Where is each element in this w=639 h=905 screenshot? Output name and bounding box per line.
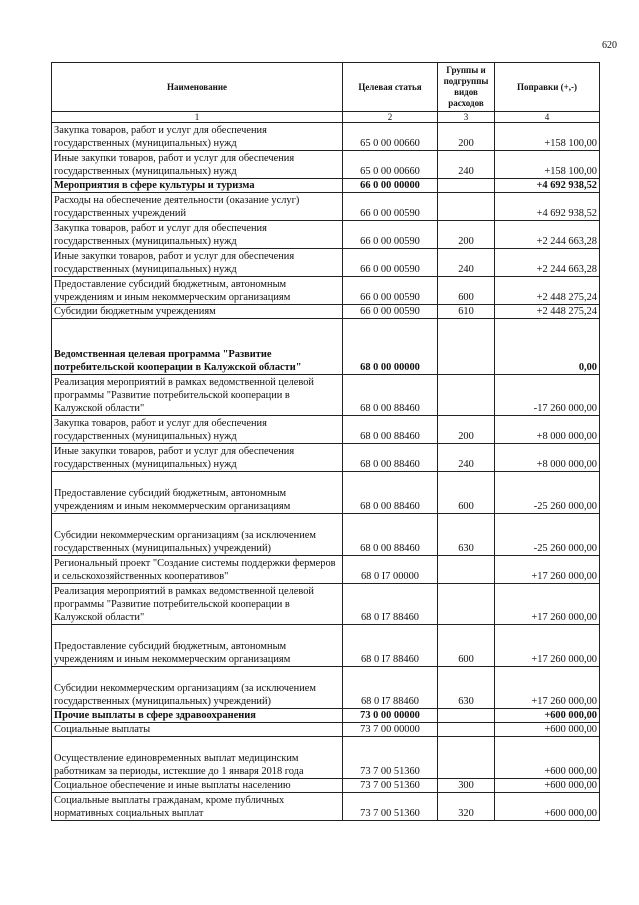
table-row <box>52 444 600 472</box>
row-amendment: +17 260 000,00 <box>495 667 600 709</box>
row-expense-group: 600 <box>438 277 495 305</box>
row-name: Осуществление единовременных выплат медицинским работникам за периоды, истекшие до 1 января 2018 года <box>52 737 343 779</box>
row-name: Социальные выплаты <box>52 723 343 737</box>
row-expense-group <box>438 319 495 375</box>
row-name: Мероприятия в сфере культуры и туризма <box>52 179 343 193</box>
row-amendment: 0,00 <box>495 319 600 375</box>
row-name: Закупка товаров, работ и услуг для обеспечения государственных (муниципальных) нужд <box>52 416 343 444</box>
row-expense-group: 610 <box>438 305 495 319</box>
row-expense-group: 600 <box>438 472 495 514</box>
column-number: 2 <box>343 112 438 123</box>
row-name: Расходы на обеспечение деятельности (оказание услуг) государственных учреждений <box>52 193 343 221</box>
row-name: Иные закупки товаров, работ и услуг для обеспечения государственных (муниципальных) нужд <box>52 249 343 277</box>
table-row <box>52 249 600 277</box>
row-target-article: 68 0 00 00000 <box>343 319 438 375</box>
row-name: Предоставление субсидий бюджетным, автономным учреждениям и иным некоммерческим организациям <box>52 277 343 305</box>
row-expense-group: 630 <box>438 667 495 709</box>
row-name: Субсидии некоммерческим организациям (за исключением государственных (муниципальных) учреждений) <box>52 667 343 709</box>
row-target-article: 68 0 00 88460 <box>343 444 438 472</box>
table-row <box>52 221 600 249</box>
table-row <box>52 193 600 221</box>
header-amendments: Поправки (+,-) <box>495 63 600 112</box>
row-amendment: +600 000,00 <box>495 737 600 779</box>
row-expense-group: 200 <box>438 416 495 444</box>
row-amendment: +17 260 000,00 <box>495 584 600 625</box>
row-name: Субсидии некоммерческим организациям (за исключением государственных (муниципальных) учреждений) <box>52 514 343 556</box>
row-target-article: 73 0 00 00000 <box>343 709 438 723</box>
row-expense-group <box>438 723 495 737</box>
header-expense-groups: Группы и подгруппы видов расходов <box>438 63 495 112</box>
table-row <box>52 305 600 319</box>
row-expense-group: 320 <box>438 793 495 821</box>
row-target-article: 68 0 I7 88460 <box>343 625 438 667</box>
header-name: Наименование <box>52 63 343 112</box>
row-expense-group: 300 <box>438 779 495 793</box>
row-expense-group <box>438 709 495 723</box>
page-number: 620 <box>602 40 617 51</box>
row-amendment: +8 000 000,00 <box>495 416 600 444</box>
row-target-article: 65 0 00 00660 <box>343 151 438 179</box>
row-target-article: 66 0 00 00590 <box>343 193 438 221</box>
row-amendment: +4 692 938,52 <box>495 179 600 193</box>
row-expense-group: 200 <box>438 221 495 249</box>
table-row <box>52 514 600 556</box>
row-target-article: 68 0 I7 88460 <box>343 667 438 709</box>
row-target-article: 68 0 00 88460 <box>343 416 438 444</box>
row-amendment: +17 260 000,00 <box>495 625 600 667</box>
row-target-article: 66 0 00 00000 <box>343 179 438 193</box>
row-target-article: 68 0 00 88460 <box>343 472 438 514</box>
row-target-article: 66 0 00 00590 <box>343 277 438 305</box>
row-name: Предоставление субсидий бюджетным, автономным учреждениям и иным некоммерческим организациям <box>52 625 343 667</box>
table-row <box>52 625 600 667</box>
table-row <box>52 779 600 793</box>
table-row <box>52 277 600 305</box>
row-name: Предоставление субсидий бюджетным, автономным учреждениям и иным некоммерческим организациям <box>52 472 343 514</box>
column-number: 1 <box>52 112 343 123</box>
table-row <box>52 556 600 584</box>
row-name: Субсидии бюджетным учреждениям <box>52 305 343 319</box>
row-target-article: 73 7 00 51360 <box>343 779 438 793</box>
row-expense-group <box>438 737 495 779</box>
row-amendment: +2 448 275,24 <box>495 277 600 305</box>
row-expense-group <box>438 584 495 625</box>
row-amendment: +2 448 275,24 <box>495 305 600 319</box>
row-name: Социальное обеспечение и иные выплаты населению <box>52 779 343 793</box>
row-expense-group: 200 <box>438 123 495 151</box>
row-target-article: 66 0 00 00590 <box>343 249 438 277</box>
row-amendment: +600 000,00 <box>495 779 600 793</box>
table-row <box>52 709 600 723</box>
row-amendment: +4 692 938,52 <box>495 193 600 221</box>
row-target-article: 68 0 00 88460 <box>343 514 438 556</box>
row-target-article: 65 0 00 00660 <box>343 123 438 151</box>
row-target-article: 66 0 00 00590 <box>343 305 438 319</box>
row-target-article: 73 7 00 00000 <box>343 723 438 737</box>
row-expense-group <box>438 375 495 416</box>
table-row <box>52 416 600 444</box>
row-expense-group: 240 <box>438 151 495 179</box>
table-row <box>52 584 600 625</box>
row-expense-group <box>438 193 495 221</box>
budget-amendments-table <box>51 62 600 821</box>
table-row <box>52 723 600 737</box>
table-row <box>52 179 600 193</box>
row-name: Региональный проект "Создание системы поддержки фермеров и сельскохозяйственных кооперативов" <box>52 556 343 584</box>
row-target-article: 73 7 00 51360 <box>343 793 438 821</box>
column-numbers-row <box>52 112 600 123</box>
row-expense-group: 240 <box>438 249 495 277</box>
row-name: Реализация мероприятий в рамках ведомственной целевой программы "Развитие потребительской кооперации в Калужской области" <box>52 584 343 625</box>
table-row <box>52 375 600 416</box>
table-row <box>52 737 600 779</box>
column-number: 3 <box>438 112 495 123</box>
row-name: Закупка товаров, работ и услуг для обеспечения государственных (муниципальных) нужд <box>52 123 343 151</box>
row-expense-group <box>438 179 495 193</box>
row-name: Прочие выплаты в сфере здравоохранения <box>52 709 343 723</box>
header-target-article: Целевая статья <box>343 63 438 112</box>
row-amendment: +600 000,00 <box>495 723 600 737</box>
column-number: 4 <box>495 112 600 123</box>
row-target-article: 66 0 00 00590 <box>343 221 438 249</box>
row-amendment: +158 100,00 <box>495 123 600 151</box>
row-target-article: 68 0 I7 00000 <box>343 556 438 584</box>
row-name: Закупка товаров, работ и услуг для обеспечения государственных (муниципальных) нужд <box>52 221 343 249</box>
table-header-row <box>52 63 600 112</box>
row-amendment: +2 244 663,28 <box>495 249 600 277</box>
table-row <box>52 793 600 821</box>
row-expense-group: 600 <box>438 625 495 667</box>
row-name: Реализация мероприятий в рамках ведомственной целевой программы "Развитие потребительской кооперации в Калужской области" <box>52 375 343 416</box>
row-target-article: 73 7 00 51360 <box>343 737 438 779</box>
row-amendment: +158 100,00 <box>495 151 600 179</box>
row-amendment: +600 000,00 <box>495 709 600 723</box>
row-name: Иные закупки товаров, работ и услуг для обеспечения государственных (муниципальных) нужд <box>52 151 343 179</box>
row-amendment: +17 260 000,00 <box>495 556 600 584</box>
row-expense-group <box>438 556 495 584</box>
row-expense-group: 240 <box>438 444 495 472</box>
table-row <box>52 667 600 709</box>
row-amendment: +600 000,00 <box>495 793 600 821</box>
row-target-article: 68 0 00 88460 <box>343 375 438 416</box>
row-amendment: +8 000 000,00 <box>495 444 600 472</box>
table-row <box>52 151 600 179</box>
row-amendment: -25 260 000,00 <box>495 472 600 514</box>
row-expense-group: 630 <box>438 514 495 556</box>
table-row <box>52 319 600 375</box>
row-target-article: 68 0 I7 88460 <box>343 584 438 625</box>
row-amendment: +2 244 663,28 <box>495 221 600 249</box>
row-name: Иные закупки товаров, работ и услуг для обеспечения государственных (муниципальных) нужд <box>52 444 343 472</box>
table-row <box>52 472 600 514</box>
table-row <box>52 123 600 151</box>
row-amendment: -25 260 000,00 <box>495 514 600 556</box>
table-body <box>52 123 600 821</box>
row-name: Ведомственная целевая программа "Развитие потребительской кооперации в Калужской области" <box>52 319 343 375</box>
row-name: Социальные выплаты гражданам, кроме публичных нормативных социальных выплат <box>52 793 343 821</box>
row-amendment: -17 260 000,00 <box>495 375 600 416</box>
